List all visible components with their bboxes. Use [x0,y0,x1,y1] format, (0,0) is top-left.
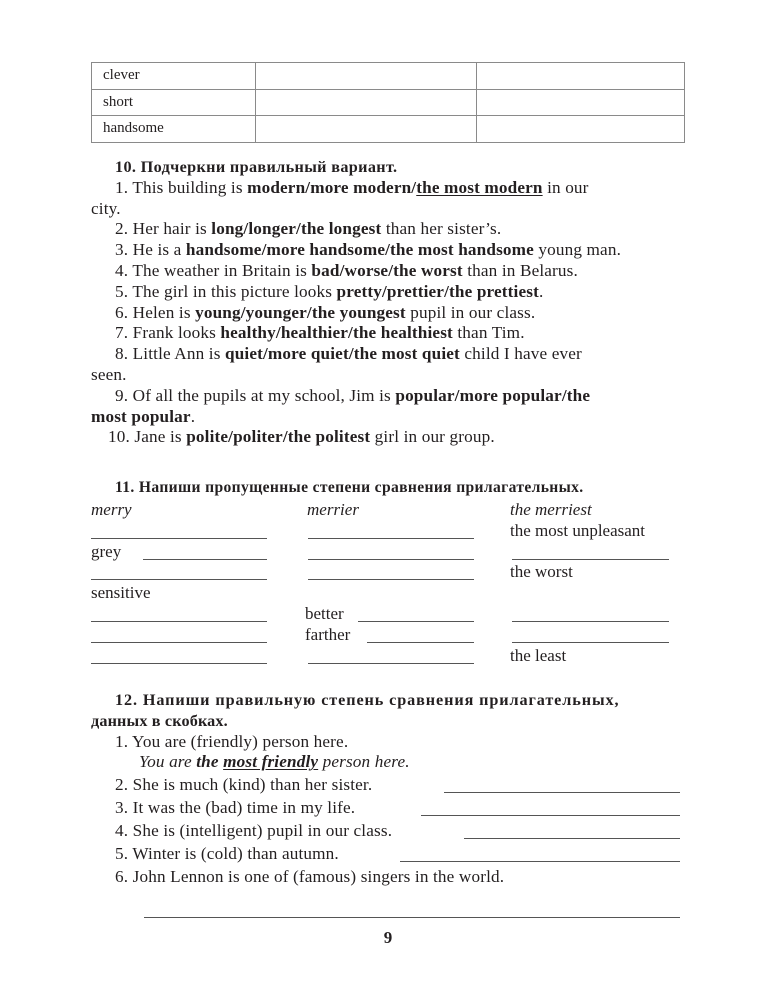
comparative-blank[interactable] [367,629,474,643]
options[interactable]: polite/politer/the politest [186,427,371,447]
exercise-12 [91,690,686,918]
exercise-11-grid [91,500,691,666]
answer-line[interactable] [464,838,680,839]
answer-line[interactable] [421,815,680,816]
grid-row: sensitive [91,583,151,603]
grid-row: better [91,604,691,625]
answer-line[interactable] [400,861,680,862]
superlative-input-cell[interactable] [477,89,685,116]
comparative-input-cell[interactable] [255,63,477,90]
comparative-blank[interactable] [308,525,474,539]
options[interactable]: handsome/more handsome/the most handsome [185,240,534,260]
comparative-input-cell[interactable] [255,89,477,116]
example-row: merry merrier the merriest [91,500,592,519]
grid-row: the worst [91,562,691,583]
options[interactable]: modern/more modern/ [247,177,417,197]
adjective-cell: clever [92,63,256,90]
comparative-blank[interactable] [358,608,474,622]
positive-blank[interactable] [91,566,267,580]
positive-blank[interactable] [91,525,267,539]
exercise-10-item: 4. The weather in Britain is bad/worse/the worst than in Belarus. [115,260,578,280]
adjective-cell: handsome [92,116,256,143]
options[interactable]: bad/worse/the worst [311,260,463,280]
grid-row: farther [91,625,691,646]
exercise-10-item: 1. This building is modern/more modern/the most modern in our [115,177,589,197]
example-answer: You are the most friendly person here. [139,752,410,772]
exercise-12-item: 5. Winter is (cold) than autumn. [91,842,686,865]
exercise-12-item: 2. She is much (kind) than her sister. [91,773,686,796]
positive-blank[interactable] [91,608,267,622]
exercise-10-item: 8. Little Ann is quiet/more quiet/the most quiet child I have ever [115,344,582,364]
comparative-input-cell[interactable] [255,116,477,143]
comparative-blank[interactable] [308,546,474,560]
options[interactable]: healthy/healthier/the healthiest [220,323,453,343]
comparative-blank[interactable] [308,650,474,664]
options[interactable]: most popular [91,406,191,426]
exercise-12-title: 12. Напиши правильную степень сравнения прилагательных, [115,691,620,709]
options[interactable]: long/longer/the longest [211,219,382,239]
adjective-cell: short [92,89,256,116]
exercise-12-item: 4. She is (intelligent) pupil in our class. [91,819,686,842]
options[interactable]: pretty/prettier/the prettiest [336,281,539,301]
positive-blank[interactable] [91,650,267,664]
options[interactable]: young/younger/the youngest [195,302,406,322]
exercise-10-item: 9. Of all the pupils at my school, Jim is popular/more popular/the [115,385,591,405]
positive-blank[interactable] [143,546,267,560]
underlined-answer[interactable]: the most modern [416,177,543,197]
exercise-10-item: 10. Jane is polite/politer/the politest girl in our group. [108,427,495,447]
exercise-10-item: 6. Helen is young/younger/the youngest pupil in our class. [115,302,536,322]
exercise-10-item: 5. The girl in this picture looks pretty/prettier/the prettiest. [115,281,544,301]
grid-row: the least [91,646,691,667]
superlative-blank[interactable] [512,546,669,560]
exercise-10-item: 3. He is a handsome/more handsome/the most handsome young man. [115,240,622,260]
page-number: 9 [383,928,393,947]
exercise-10-item: 7. Frank looks healthy/healthier/the healthiest than Tim. [115,323,525,343]
exercise-10: 10. Подчеркни правильный вариант. 1. This building is modern/more modern/the most modern in our city. 2. Her hair is long/longer/the longest than her sister’s. 3. He is a handsome/more handsome/the most handsome young man. 4. The weather in Britain is bad/worse/the worst than in Belarus. 5. The girl in this picture looks pretty/prettier/the prettiest. 6. Helen is young/younger/the youngest pupil in our class. 7. Frank looks healthy/healthier/the healthiest than Tim. 8. Little Ann is quiet/more quiet/the most quiet child I have ever seen. 9. Of all the pupils at my school, Jim is popular/more popular/the most popular. 10. Jane is polite/politer/the politest girl in our group. [91,157,686,448]
grid-row: the most unpleasant [91,521,691,542]
superlative-input-cell[interactable] [477,116,685,143]
grid-row: grey [91,542,691,563]
exercise-12-item: 3. It was the (bad) time in my life. [91,796,686,819]
table-row [92,89,685,116]
answer-line[interactable] [444,792,680,793]
superlative-input-cell[interactable] [477,63,685,90]
positive-blank[interactable] [91,629,267,643]
comparative-blank[interactable] [308,566,474,580]
options[interactable]: quiet/more quiet/the most quiet [225,344,460,364]
example-sentence: 1. You are (friendly) person here. [115,731,349,751]
table-row [92,63,685,90]
superlative-blank[interactable] [512,608,669,622]
adjective-table [91,62,685,143]
exercise-12-title-cont: данных в скобках. [91,711,228,730]
answer-line[interactable] [144,917,680,918]
exercise-10-title: 10. Подчеркни правильный вариант. [115,158,398,176]
options[interactable]: popular/more popular/the [395,385,591,405]
superlative-blank[interactable] [512,629,669,643]
exercise-11-title: 11. Напиши пропущенные степени сравнения прилагательных. [115,479,584,496]
table-row [92,116,685,143]
exercise-12-item: 6. John Lennon is one of (famous) singers in the world. [115,867,505,887]
exercise-10-item: 2. Her hair is long/longer/the longest than her sister’s. [115,219,502,239]
